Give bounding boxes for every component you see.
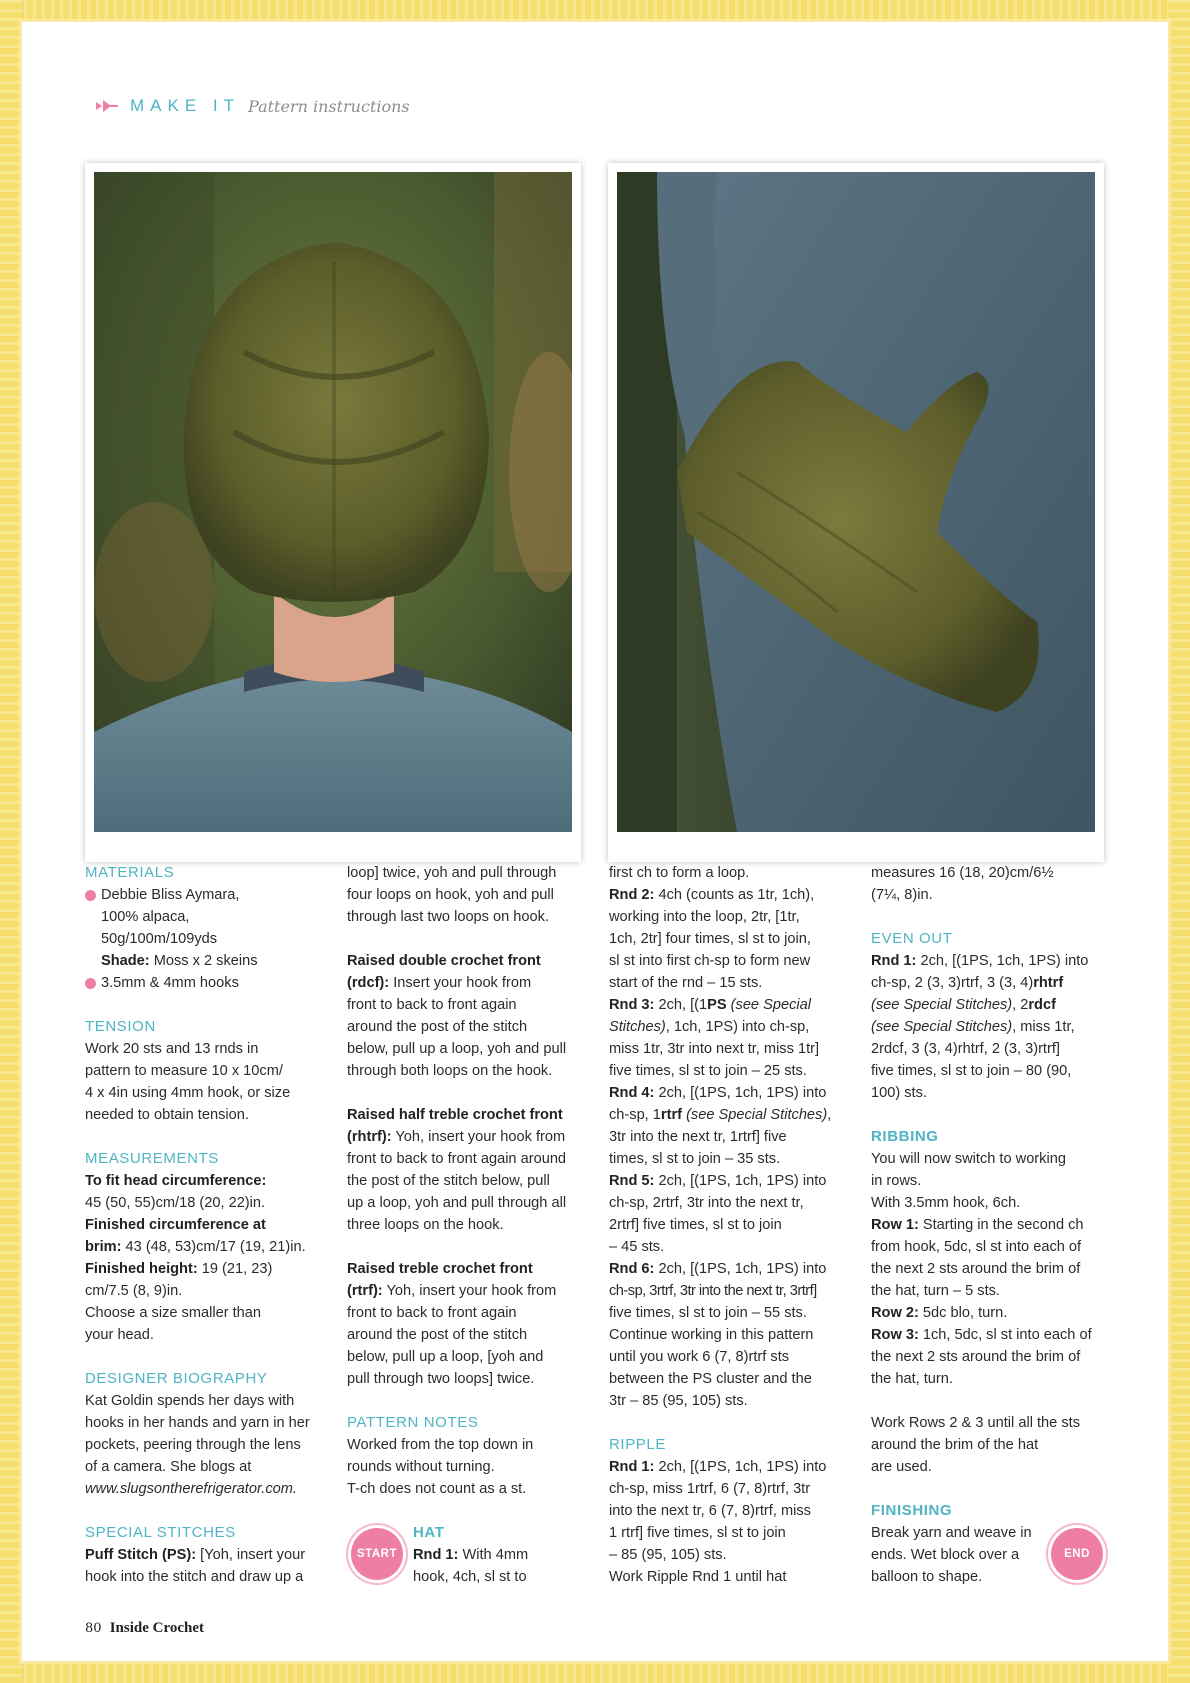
text-line: pockets, peering through the lens bbox=[85, 1437, 301, 1453]
text-line: loop] twice, yoh and pull through bbox=[347, 865, 557, 881]
text-line: ch-sp, miss 1rtrf, 6 (7, 8)rtrf, 3tr bbox=[609, 1481, 811, 1497]
text-line: 100% alpaca, bbox=[101, 909, 190, 925]
page-footer bbox=[85, 1620, 204, 1637]
text-line: hooks in her hands and yarn in her bbox=[85, 1415, 310, 1431]
double-arrow-icon bbox=[96, 99, 118, 113]
section-header bbox=[96, 94, 410, 118]
text-line: front to back to front again around bbox=[347, 1151, 567, 1167]
text-line: below, pull up a loop, [yoh and bbox=[347, 1349, 544, 1365]
designer-biography-heading: DESIGNER BIOGRAPHY bbox=[85, 1370, 268, 1387]
text-line: from hook, 5dc, sl st into each of bbox=[871, 1239, 1082, 1255]
blog-url: www.slugsontherefrigerator.com. bbox=[85, 1481, 297, 1497]
section-subtitle: Pattern instructions bbox=[248, 96, 410, 116]
text-line: Rnd 5: 2ch, [(1PS, 1ch, 1PS) into bbox=[609, 1173, 827, 1189]
text-line: start of the rnd – 15 sts. bbox=[609, 975, 763, 991]
page bbox=[22, 22, 1168, 1661]
text-line: five times, sl st to join – 55 sts. bbox=[609, 1305, 807, 1321]
text-line: (rtrf): Yoh, insert your hook from bbox=[347, 1283, 557, 1299]
text-line: (rhtrf): Yoh, insert your hook from bbox=[347, 1129, 566, 1145]
hat-photo bbox=[94, 172, 572, 832]
pattern-notes-heading: PATTERN NOTES bbox=[347, 1414, 479, 1431]
text-line: of a camera. She blogs at bbox=[85, 1459, 252, 1475]
text-line: Rnd 6: 2ch, [(1PS, 1ch, 1PS) into bbox=[609, 1261, 827, 1277]
hat-photo-frame bbox=[85, 163, 581, 862]
text-line: through both loops on the hook. bbox=[347, 1063, 553, 1079]
text-line: around the post of the stitch bbox=[347, 1019, 528, 1035]
text-line: With 3.5mm hook, 6ch. bbox=[871, 1195, 1021, 1211]
mitten-photo-frame bbox=[608, 163, 1104, 862]
text-line: 4 x 4in using 4mm hook, or size bbox=[85, 1085, 291, 1101]
text-line: Row 2: 5dc blo, turn. bbox=[871, 1305, 1008, 1321]
text-line: (see Special Stitches), 2rdcf bbox=[871, 997, 1056, 1013]
text-line: up a loop, yoh and pull through all bbox=[347, 1195, 567, 1211]
text-line: Stitches), 1ch, 1PS) into ch-sp, bbox=[609, 1019, 810, 1035]
end-badge: END bbox=[1051, 1528, 1103, 1580]
text-line: Raised half treble crochet front bbox=[347, 1107, 563, 1123]
text-line: pull through two loops] twice. bbox=[347, 1371, 535, 1387]
text-line: Worked from the top down in bbox=[347, 1437, 534, 1453]
text-line: Finished circumference at bbox=[85, 1217, 266, 1233]
start-badge: START bbox=[351, 1528, 403, 1580]
hat-heading: HAT bbox=[413, 1524, 445, 1541]
text-line: Rnd 1: 2ch, [(1PS, 1ch, 1PS) into bbox=[609, 1459, 827, 1475]
text-line: 3tr into the next tr, 1rtrf] five bbox=[609, 1129, 787, 1145]
materials-hooks: 3.5mm & 4mm hooks bbox=[85, 972, 321, 994]
text-line: Rnd 2: 4ch (counts as 1tr, 1ch), bbox=[609, 887, 815, 903]
even-out-heading: EVEN OUT bbox=[871, 930, 953, 947]
text-line: rounds without turning. bbox=[347, 1459, 495, 1475]
text-line: T-ch does not count as a st. bbox=[347, 1481, 527, 1497]
text-line: five times, sl st to join – 25 sts. bbox=[609, 1063, 807, 1079]
text-line: around the brim of the hat bbox=[871, 1437, 1039, 1453]
text-line: 1 rtrf] five times, sl st to join bbox=[609, 1525, 786, 1541]
ripple-heading: RIPPLE bbox=[609, 1436, 666, 1453]
text-line: below, pull up a loop, yoh and pull bbox=[347, 1041, 567, 1057]
text-line: Raised double crochet front bbox=[347, 953, 541, 969]
special-stitches-heading: SPECIAL STITCHES bbox=[85, 1524, 236, 1541]
text-line: Rnd 4: 2ch, [(1PS, 1ch, 1PS) into bbox=[609, 1085, 827, 1101]
page-border-top bbox=[0, 0, 1190, 22]
text-line: Raised treble crochet front bbox=[347, 1261, 533, 1277]
text-line: front to back to front again bbox=[347, 997, 517, 1013]
text-line: until you work 6 (7, 8)rtrf sts bbox=[609, 1349, 790, 1365]
text-line: are used. bbox=[871, 1459, 932, 1475]
text-line: brim: 43 (48, 53)cm/17 (19, 21)in. bbox=[85, 1239, 306, 1255]
text-line: the hat, turn. bbox=[871, 1371, 953, 1387]
text-line: miss 1tr, 3tr into next tr, miss 1tr] bbox=[609, 1041, 820, 1057]
finishing-heading: FINISHING bbox=[871, 1502, 953, 1519]
text-line: around the post of the stitch bbox=[347, 1327, 528, 1343]
section-title: MAKE IT bbox=[130, 96, 241, 115]
page-number: 80 bbox=[85, 1621, 102, 1636]
text-line: Work 20 sts and 13 rnds in bbox=[85, 1041, 259, 1057]
text-line: Kat Goldin spends her days with bbox=[85, 1393, 295, 1409]
text-line: ch-sp, 1rtrf (see Special Stitches), bbox=[609, 1107, 832, 1123]
measurements-heading: MEASUREMENTS bbox=[85, 1150, 219, 1167]
text-line: Finished height: 19 (21, 23) bbox=[85, 1261, 273, 1277]
text-line: 100) sts. bbox=[871, 1085, 927, 1101]
text-line: three loops on the hook. bbox=[347, 1217, 504, 1233]
text-line: Work Rows 2 & 3 until all the sts bbox=[871, 1415, 1080, 1431]
text-line: Choose a size smaller than bbox=[85, 1305, 262, 1321]
tension-heading: TENSION bbox=[85, 1018, 156, 1035]
text-line: four loops on hook, yoh and pull bbox=[347, 887, 554, 903]
text-line: ch-sp, 3rtrf, 3tr into the next tr, 3rtrf] bbox=[609, 1283, 817, 1299]
text-line: hook into the stitch and draw up a bbox=[85, 1569, 304, 1585]
text-line: sl st into first ch-sp to form new bbox=[609, 953, 811, 969]
text-line: cm/7.5 (8, 9)in. bbox=[85, 1283, 183, 1299]
text-line: (rdcf): Insert your hook from bbox=[347, 975, 532, 991]
text-line: five times, sl st to join – 80 (90, bbox=[871, 1063, 1072, 1079]
text-line: pattern to measure 10 x 10cm/ bbox=[85, 1063, 283, 1079]
text-line: (see Special Stitches), miss 1tr, bbox=[871, 1019, 1075, 1035]
text-line: working into the loop, 2tr, [1tr, bbox=[609, 909, 800, 925]
text-line: hook, 4ch, sl st to bbox=[413, 1569, 527, 1585]
magazine-name: Inside Crochet bbox=[109, 1620, 204, 1636]
text-line: To fit head circumference: bbox=[85, 1173, 267, 1189]
page-border-right bbox=[1168, 0, 1190, 1683]
text-line: 2rdcf, 3 (3, 4)rhtrf, 2 (3, 3)rtrf] bbox=[871, 1041, 1060, 1057]
text-line: ends. Wet block over a bbox=[871, 1547, 1020, 1563]
text-line: balloon to shape. bbox=[871, 1569, 983, 1585]
text-line: needed to obtain tension. bbox=[85, 1107, 249, 1123]
materials-yarn: Debbie Bliss Aymara, bbox=[85, 884, 321, 906]
text-line: 45 (50, 55)cm/18 (20, 22)in. bbox=[85, 1195, 266, 1211]
page-border-left bbox=[0, 0, 22, 1683]
text-line: ch-sp, 2rtrf, 3tr into the next tr, bbox=[609, 1195, 804, 1211]
column-2 bbox=[347, 862, 583, 1588]
text-line: 2rtrf] five times, sl st to join bbox=[609, 1217, 782, 1233]
text-line: times, sl st to join – 35 sts. bbox=[609, 1151, 781, 1167]
text-line: your head. bbox=[85, 1327, 154, 1343]
text-line: Shade: Moss x 2 skeins bbox=[101, 953, 258, 969]
text-line: Break yarn and weave in bbox=[871, 1525, 1032, 1541]
text-line: You will now switch to working bbox=[871, 1151, 1066, 1167]
text-line: (7¼, 8)in. bbox=[871, 887, 933, 903]
text-line: – 45 sts. bbox=[609, 1239, 665, 1255]
text-line: the next 2 sts around the brim of bbox=[871, 1349, 1081, 1365]
page-border-bottom bbox=[0, 1661, 1190, 1683]
text-line: the post of the stitch below, pull bbox=[347, 1173, 550, 1189]
column-1 bbox=[85, 862, 321, 1588]
materials-heading: MATERIALS bbox=[85, 864, 175, 881]
text-line: between the PS cluster and the bbox=[609, 1371, 812, 1387]
text-line: – 85 (95, 105) sts. bbox=[609, 1547, 727, 1563]
text-line: Rnd 3: 2ch, [(1PS (see Special bbox=[609, 997, 811, 1013]
ribbing-heading: RIBBING bbox=[871, 1128, 939, 1145]
text-line: front to back to front again bbox=[347, 1305, 517, 1321]
text-line: Rnd 1: With 4mm bbox=[413, 1547, 529, 1563]
text-line: Rnd 1: 2ch, [(1PS, 1ch, 1PS) into bbox=[871, 953, 1089, 969]
text-line: the next 2 sts around the brim of bbox=[871, 1261, 1081, 1277]
text-line: measures 16 (18, 20)cm/6½ bbox=[871, 865, 1054, 881]
text-line: Row 1: Starting in the second ch bbox=[871, 1217, 1084, 1233]
column-4 bbox=[871, 862, 1111, 1588]
text-line: 50g/100m/109yds bbox=[101, 931, 218, 947]
text-line: the hat, turn – 5 sts. bbox=[871, 1283, 1000, 1299]
text-line: Row 3: 1ch, 5dc, sl st into each of bbox=[871, 1327, 1092, 1343]
text-line: Work Ripple Rnd 1 until hat bbox=[609, 1569, 787, 1585]
text-line: ch-sp, 2 (3, 3)rtrf, 3 (3, 4)rhtrf bbox=[871, 975, 1064, 991]
text-line: 3tr – 85 (95, 105) sts. bbox=[609, 1393, 748, 1409]
column-3 bbox=[609, 862, 849, 1588]
text-line: first ch to form a loop. bbox=[609, 865, 750, 881]
text-line: in rows. bbox=[871, 1173, 922, 1189]
text-line: 1ch, 2tr] four times, sl st to join, bbox=[609, 931, 811, 947]
text-line: through last two loops on hook. bbox=[347, 909, 550, 925]
text-line: Continue working in this pattern bbox=[609, 1327, 814, 1343]
mitten-photo bbox=[617, 172, 1095, 832]
text-line: into the next tr, 6 (7, 8)rtrf, miss bbox=[609, 1503, 811, 1519]
text-line: Puff Stitch (PS): [Yoh, insert your bbox=[85, 1547, 306, 1563]
